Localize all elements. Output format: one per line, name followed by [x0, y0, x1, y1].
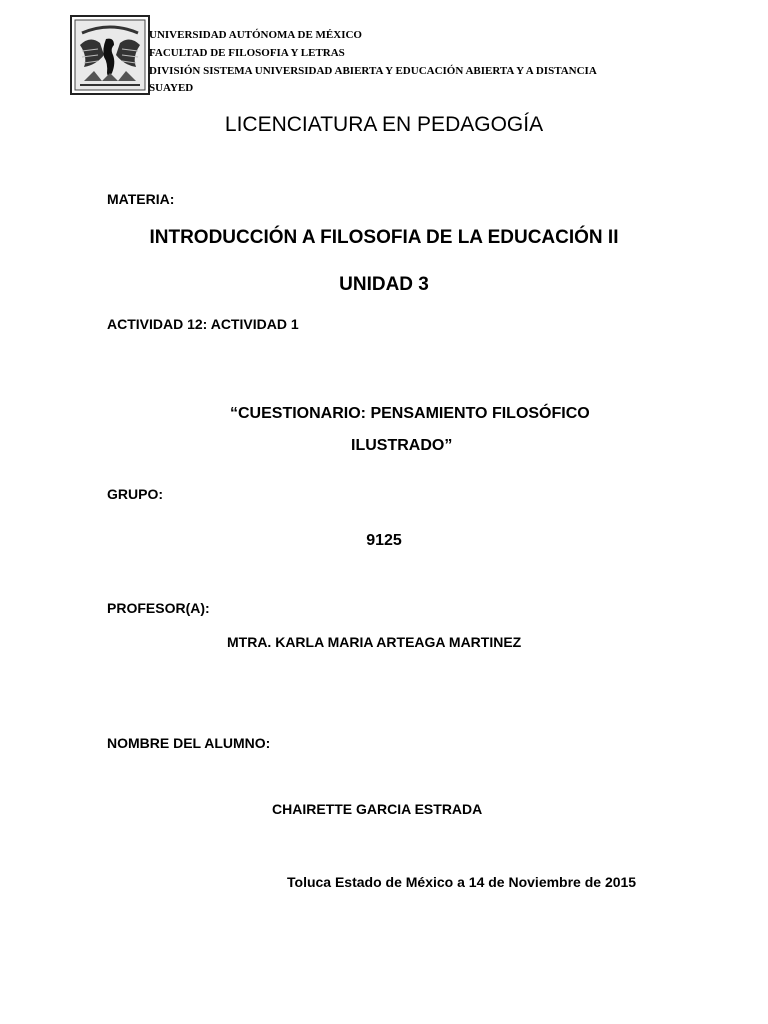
activity-label: ACTIVIDAD 12: ACTIVIDAD 1 [107, 316, 299, 332]
student-name: CHAIRETTE GARCIA ESTRADA [272, 801, 483, 817]
professor-name: MTRA. KARLA MARIA ARTEAGA MARTINEZ [227, 634, 522, 650]
degree-title: LICENCIATURA EN PEDAGOGÍA [224, 113, 544, 136]
assignment-title-line1: “CUESTIONARIO: PENSAMIENTO FILOSÓFICO [230, 405, 590, 422]
subject-label: MATERIA: [107, 191, 175, 207]
header-suayed: SUAYED [149, 82, 194, 94]
header-faculty: FACULTAD DE FILOSOFIA Y LETRAS [149, 47, 345, 59]
student-label: NOMBRE DEL ALUMNO: [107, 735, 271, 751]
unit-title: UNIDAD 3 [339, 274, 429, 295]
place-date: Toluca Estado de México a 14 de Noviembre de 2015 [287, 874, 637, 890]
group-value: 9125 [366, 532, 402, 549]
subject-name: INTRODUCCIÓN A FILOSOFIA DE LA EDUCACIÓN II [149, 227, 619, 248]
header-university: UNIVERSIDAD AUTÓNOMA DE MÉXICO [149, 29, 362, 41]
group-label: GRUPO: [107, 486, 163, 502]
header-division: DIVISIÓN SISTEMA UNIVERSIDAD ABIERTA Y EDUCACIÓN ABIERTA Y A DISTANCIA [149, 65, 597, 77]
university-seal-logo [70, 15, 150, 95]
professor-label: PROFESOR(A): [107, 600, 210, 616]
assignment-title-line2: ILUSTRADO” [351, 437, 453, 454]
